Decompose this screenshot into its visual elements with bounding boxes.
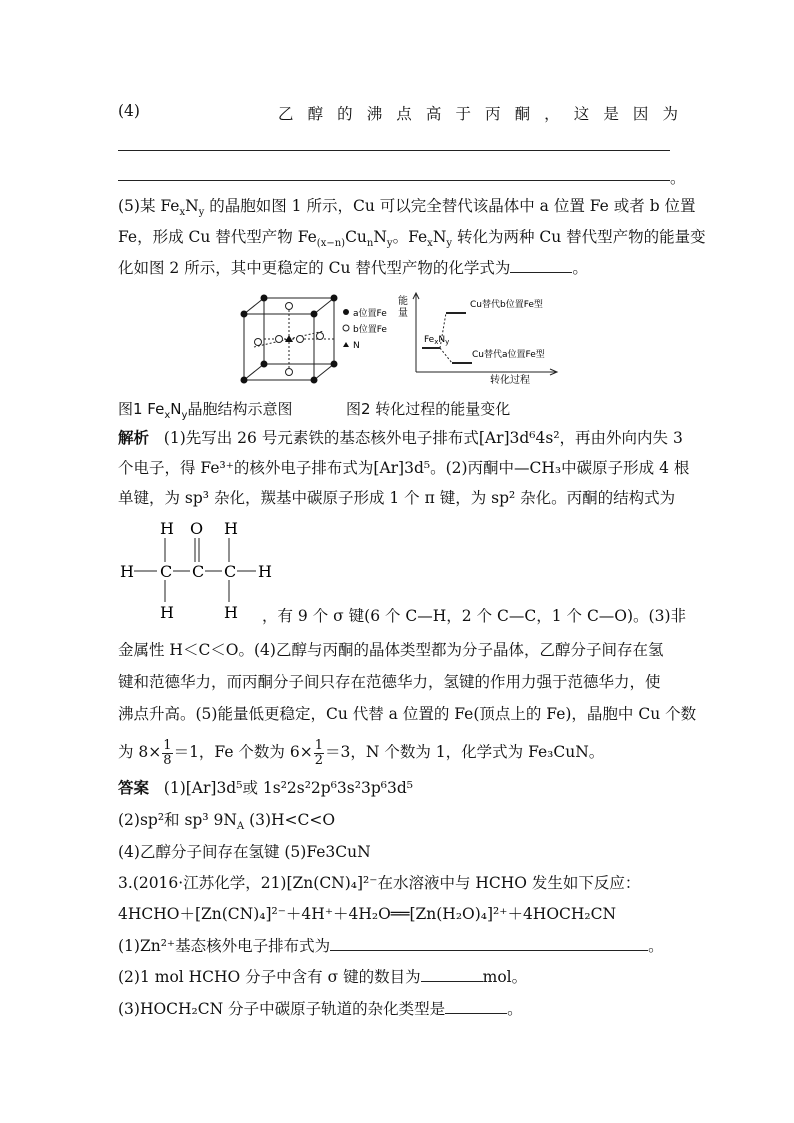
fig2-y-label-2: 量 — [398, 308, 408, 319]
acetone-structural-formula — [118, 518, 278, 622]
legend-a: a位置Fe — [353, 309, 387, 319]
atom-h: H — [258, 562, 272, 581]
analysis-line-7: 沸点升高。(5)能量低更稳定，Cu 代替 a 位置的 Fe(顶点上的 Fe)，晶胞中 Cu 个数 — [118, 705, 697, 723]
answer-line-3: (4)乙醇分子间存在氢键 (5)Fe3CuN — [118, 843, 371, 861]
fig2-y-label-1: 能 — [398, 296, 408, 307]
answer-l1: (1)[Ar]3d⁵或 1s²2s²2p⁶3s²3p⁶3d⁵ — [163, 779, 413, 797]
answer-l2: (2)sp²和 sp³ 9N — [118, 811, 237, 829]
question-4-text: 乙醇的沸点高于丙酮，这是因为 — [278, 105, 678, 123]
atom-o: O — [190, 519, 204, 538]
analysis-tag: 解析 — [118, 428, 150, 447]
legend-b: b位置Fe — [353, 325, 387, 335]
analysis-line-6: 键和范德华力，而丙酮分子间只存在范德华力，氢键的作用力强于范德华力，使 — [118, 673, 661, 691]
q3-part-1 — [118, 936, 664, 956]
question-5-line-3-text: 化如图 2 所示，其中更稳定的 Cu 替代型产物的化学式为 — [118, 259, 511, 277]
analysis-l1: (1)先写出 26 号元素铁的基态核外电子排布式[Ar]3d⁶4s²，再由外向内失 3 — [163, 429, 683, 447]
q3-p3: (3)HOCH₂CN 分子中碳原子轨道的杂化类型是 — [118, 1000, 446, 1018]
answer-l2-sub: A — [236, 821, 245, 833]
q3-p1-end: 。 — [648, 937, 664, 955]
analysis-l8c: ＝3，N 个数为 1，化学式为 Fe₃CuN。 — [325, 743, 605, 761]
atom-h: H — [224, 603, 238, 622]
blank-q3-1 — [330, 936, 648, 951]
frac2-numerator: 1 — [314, 737, 323, 753]
figure-1-caption: 图1 $Fe_xN_y$晶胞结构示意图 — [118, 400, 293, 421]
atom-h: H — [224, 519, 238, 538]
analysis-line-1 — [118, 428, 683, 448]
blank-q3-3 — [445, 999, 507, 1014]
atom-h: H — [120, 562, 134, 581]
fraction-one-eighth — [162, 739, 172, 768]
q3-p2: (2)1 mol HCHO 分子中含有 σ 键的数目为 — [118, 968, 421, 986]
figure-2-caption: 图2 转化过程的能量变化 — [346, 400, 511, 418]
atom-c: C — [224, 562, 237, 581]
fig2-level-top: Cu替代b位置Fe型 — [470, 300, 543, 310]
analysis-line-8 — [118, 734, 604, 770]
figure-2-energy-diagram — [394, 290, 564, 384]
analysis-line-5: 金属性 H＜C＜O。(4)乙醇与丙酮的晶体类型都为分子晶体，乙醇分子间存在氢 — [118, 641, 664, 659]
answer-line-1 — [118, 150, 670, 151]
atom-c: C — [192, 562, 205, 581]
fig2-x-label: 转化过程 — [490, 375, 530, 384]
q3-part-2 — [118, 967, 527, 987]
fig2-level-mid: $Fe_xN_y$ — [424, 335, 450, 346]
q3-part-3 — [118, 999, 523, 1019]
frac1-numerator: 1 — [163, 737, 172, 753]
answer-line-2 — [118, 180, 670, 181]
formula-bonds — [118, 518, 278, 622]
q3-p3-end: 。 — [507, 1000, 523, 1018]
q3-p1: (1)Zn²⁺基态核外电子排布式为 — [118, 937, 331, 955]
fraction-one-half — [314, 739, 324, 768]
question-5-end: 。 — [572, 259, 588, 277]
analysis-l8b: ＝1，Fe 个数为 6× — [173, 743, 313, 761]
frac2-denominator: 2 — [314, 752, 323, 768]
legend-n: N — [353, 341, 360, 351]
answer-line-2 — [118, 810, 336, 833]
atom-h: H — [160, 603, 174, 622]
answer-l2-end: (3)H<C<O — [244, 811, 336, 829]
answer-tag: 答案 — [118, 778, 150, 797]
question-5-line-1: (5)某 $Fe_xN_y$ 的晶胞如图 1 所示，Cu 可以完全替代该晶体中 a 位置 Fe 或者 b 位置 — [118, 197, 696, 219]
frac1-denominator: 8 — [163, 752, 172, 768]
blank-q3-2 — [421, 967, 483, 982]
analysis-after-formula: ，有 9 个 σ 键(6 个 C—H，2 个 C—C，1 个 C—O)。(3)非 — [262, 607, 687, 625]
question-5-line-3 — [118, 258, 588, 278]
atom-c: C — [160, 562, 173, 581]
q3-header: 3.(2016·江苏化学，21)[Zn(CN)₄]²⁻在水溶液中与 HCHO 发生如下反应： — [118, 874, 641, 892]
question-4-label: (4) — [118, 102, 140, 120]
question-4-end: 。 — [670, 169, 686, 187]
q3-equation: 4HCHO＋[Zn(CN)₄]²⁻＋4H⁺＋4H₂O══[Zn(H₂O)₄]²⁺＋4HOCH₂CN — [118, 905, 617, 923]
analysis-l8a: 为 8× — [118, 743, 162, 761]
answer-line-1 — [118, 778, 413, 798]
fig2-level-bot: Cu替代a位置Fe型 — [472, 350, 545, 360]
blank-q5 — [510, 258, 572, 273]
figure-1-crystal-cell — [238, 292, 404, 384]
q3-p2-end: mol。 — [482, 968, 528, 986]
analysis-line-2: 个电子，得 Fe³⁺的核外电子排布式为[Ar]3d⁵。(2)丙酮中—CH₃中碳原子形成 4 根 — [118, 459, 690, 477]
question-5-line-2: Fe，形成 Cu 替代型产物 $Fe_{(x-n)}Cu_nN_y$。$Fe_xN_y$ 转化为两种 Cu 替代型产物的能量变 — [118, 228, 706, 250]
analysis-line-3: 单键，为 sp³ 杂化，羰基中碳原子形成 1 个 π 键，为 sp² 杂化。丙酮的结构式为 — [118, 489, 676, 507]
atom-h: H — [160, 519, 174, 538]
